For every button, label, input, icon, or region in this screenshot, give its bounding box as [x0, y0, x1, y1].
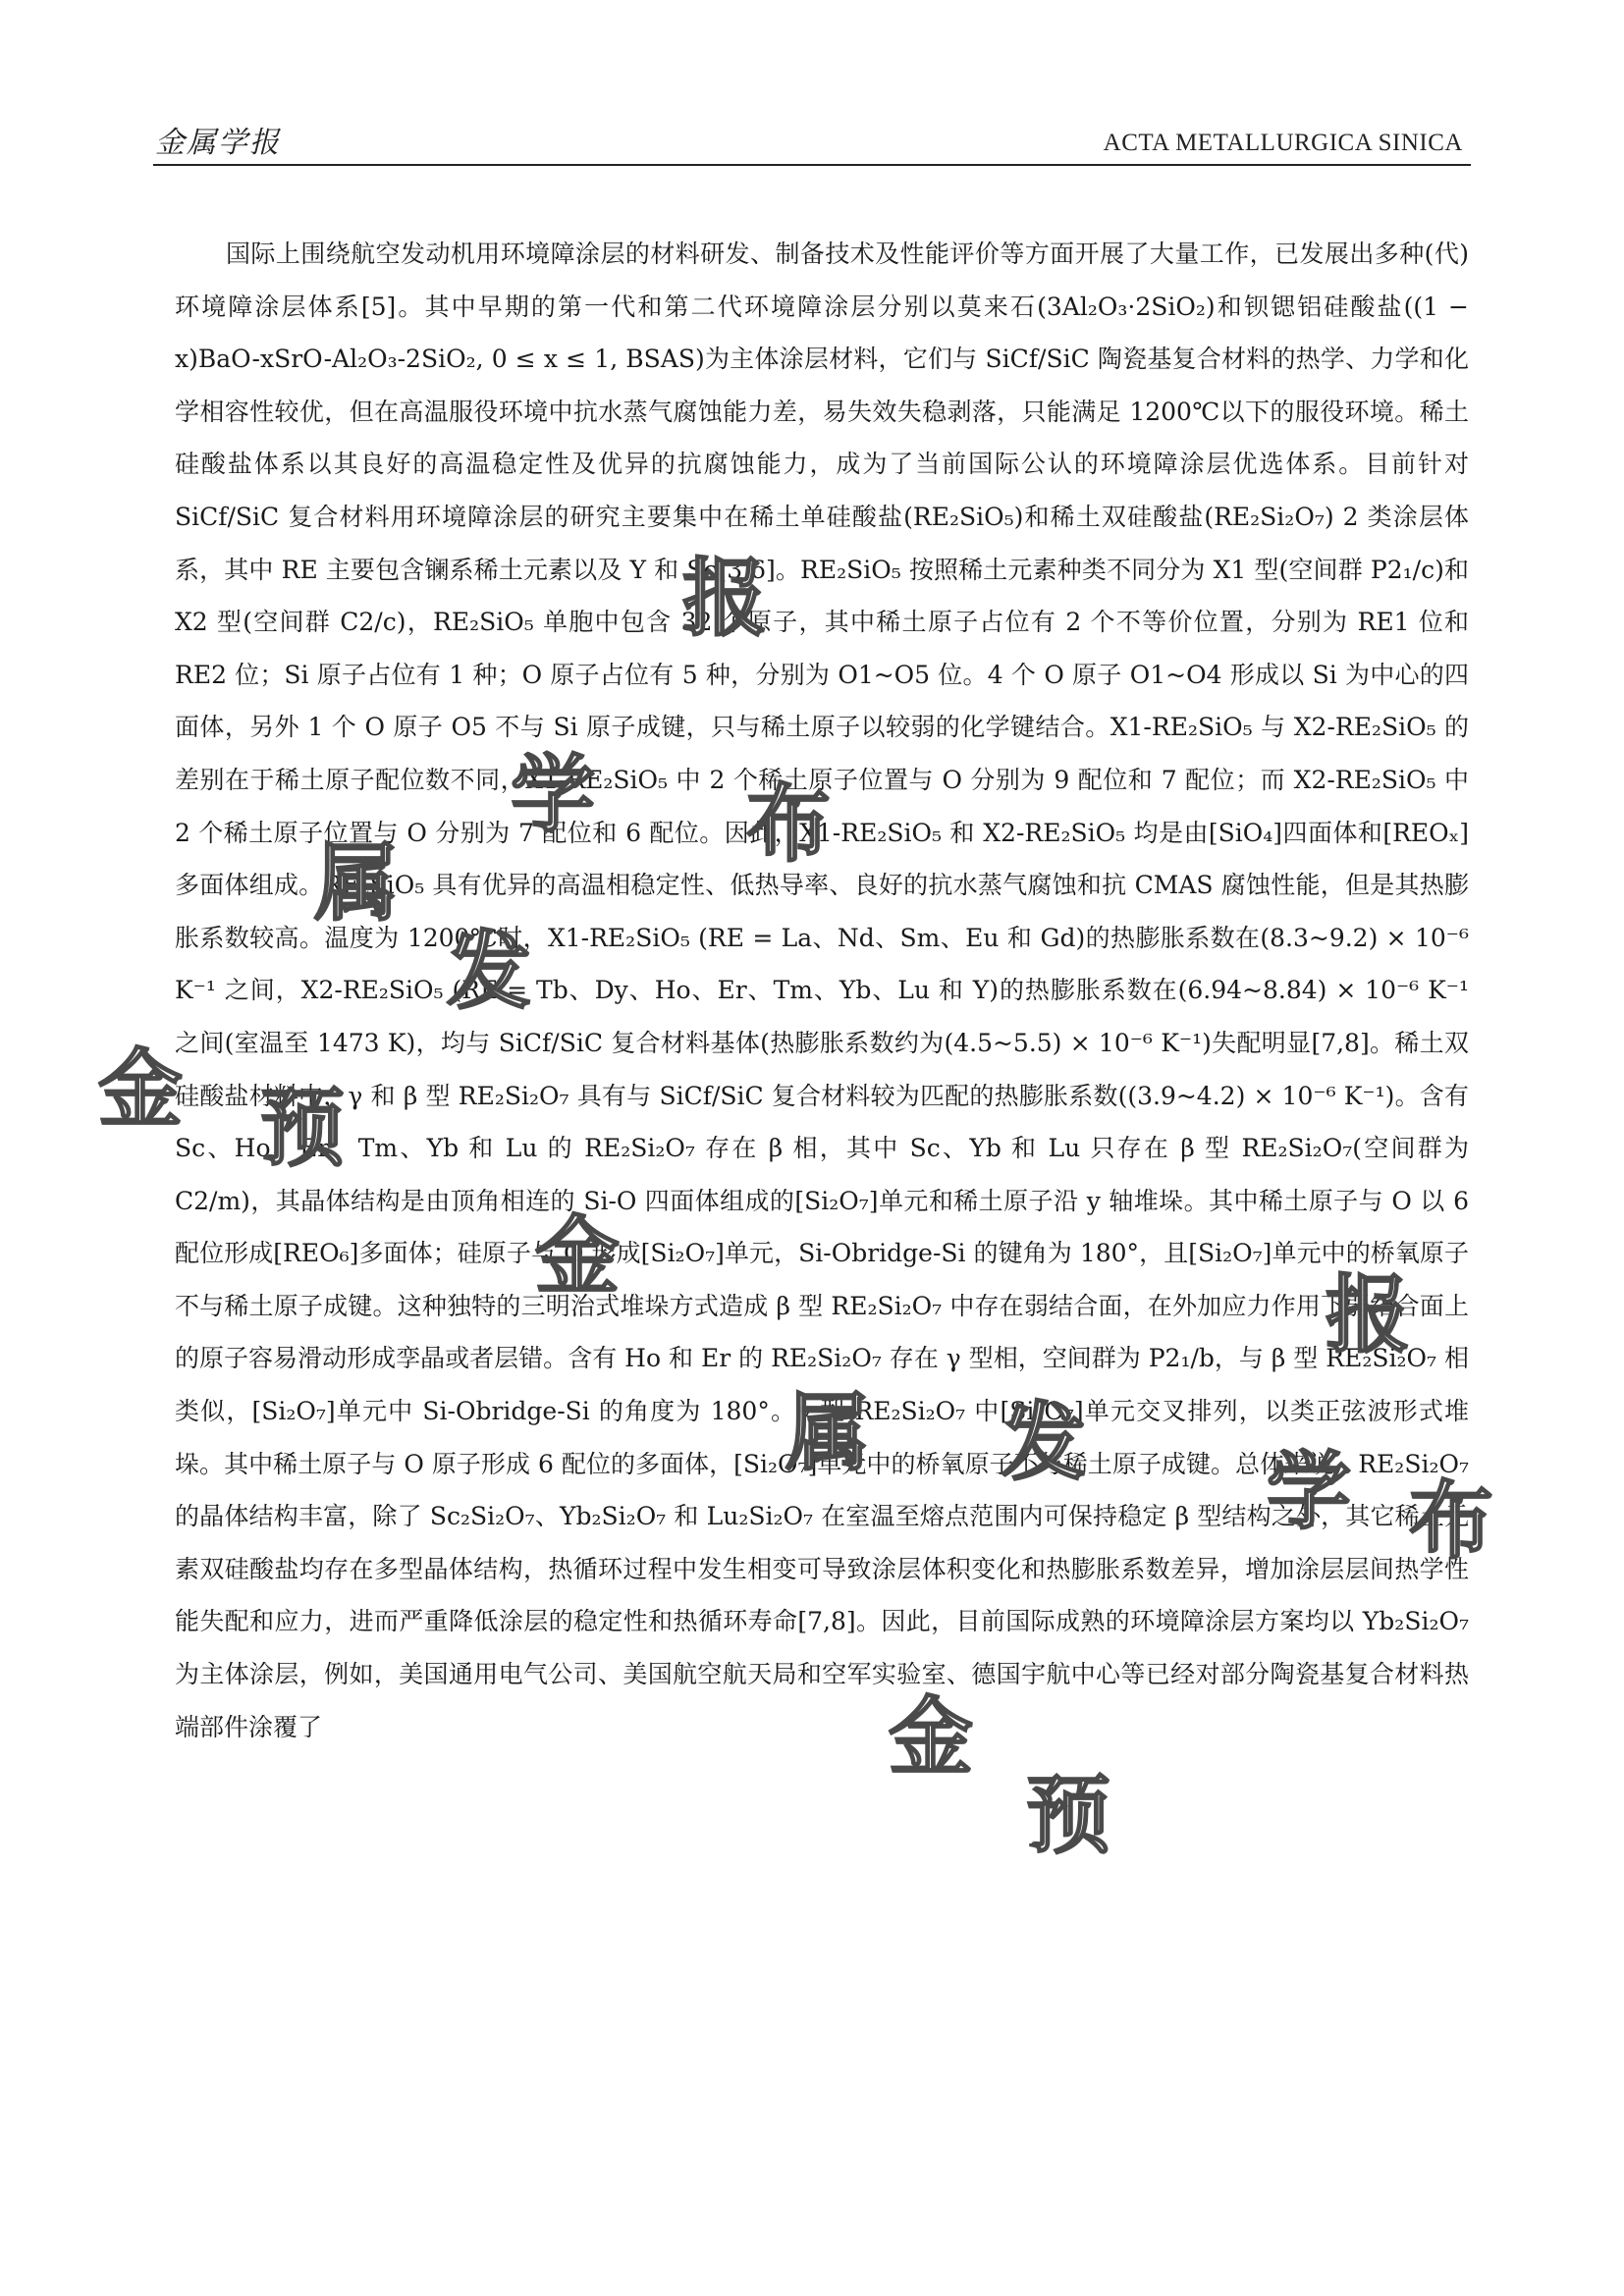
watermark-char: 发 — [447, 922, 531, 1021]
watermark-char: 发 — [1001, 1393, 1086, 1492]
article-body — [175, 228, 1469, 1753]
header-divider — [153, 164, 1471, 166]
watermark-char: 学 — [511, 745, 595, 844]
watermark-char: 金 — [889, 1687, 973, 1787]
watermark-char: 预 — [1026, 1766, 1110, 1865]
body-paragraph: 国际上围绕航空发动机用环境障涂层的材料研发、制备技术及性能评价等方面开展了大量工作，已发展出多种(代)环境障涂层体系[5]。其中早期的第一代和第二代环境障涂层分别以莫来石(3Al₂O₃·2SiO₂)和钡锶铝硅酸盐((1 − x)BaO-xSrO-Al₂O₃-2SiO₂, 0 ≤ x ≤ 1, BSAS)为主体涂层材料，它们与 SiCf/SiC 陶瓷基复合材料的热学、力学和化学相容性较优，但在高温服役环境中抗水蒸气腐蚀能力差，易失效失稳剥落，只能满足 1200℃以下的服役环境。稀土硅酸盐体系以其良好的高温稳定性及优异的抗腐蚀能力，成为了当前国际公认的环境障涂层优选体系。目前针对 SiCf/SiC 复合材料用环境障涂层的研究主要集中在稀土单硅酸盐(RE₂SiO₅)和稀土双硅酸盐(RE₂Si₂O₇) 2 类涂层体系，其中 RE 主要包含镧系稀土元素以及 Y 和 Sc[3,6]。RE₂SiO₅ 按照稀土元素种类不同分为 X1 型(空间群 P2₁/c)和 X2 型(空间群 C2/c)，RE₂SiO₅ 单胞中包含 32 个原子，其中稀土原子占位有 2 个不等价位置，分别为 RE1 位和 RE2 位；Si 原子占位有 1 种；O 原子占位有 5 种，分别为 O1~O5 位。4 个 O 原子 O1~O4 形成以 Si 为中心的四面体，另外 1 个 O 原子 O5 不与 Si 原子成键，只与稀土原子以较弱的化学键结合。X1-RE₂SiO₅ 与 X2-RE₂SiO₅ 的差别在于稀土原子配位数不同，X1-RE₂SiO₅ 中 2 个稀土原子位置与 O 分别为 9 配位和 7 配位；而 X2-RE₂SiO₅ 中 2 个稀土原子位置与 O 分别为 7 配位和 6 配位。因此，X1-RE₂SiO₅ 和 X2-RE₂SiO₅ 均是由[SiO₄]四面体和[REOₓ]多面体组成。RE₂SiO₅ 具有优异的高温相稳定性、低热导率、良好的抗水蒸气腐蚀和抗 CMAS 腐蚀性能，但是其热膨胀系数较高。温度为 1200℃时，X1-RE₂SiO₅ (RE = La、Nd、Sm、Eu 和 Gd)的热膨胀系数在(8.3~9.2) × 10⁻⁶ K⁻¹ 之间，X2-RE₂SiO₅ (RE = Tb、Dy、Ho、Er、Tm、Yb、Lu 和 Y)的热膨胀系数在(6.94~8.84) × 10⁻⁶ K⁻¹ 之间(室温至 1473 K)，均与 SiCf/SiC 复合材料基体(热膨胀系数约为(4.5~5.5) × 10⁻⁶ K⁻¹)失配明显[7,8]。稀土双硅酸盐材料中，γ 和 β 型 RE₂Si₂O₇ 具有与 SiCf/SiC 复合材料较为匹配的热膨胀系数((3.9~4.2) × 10⁻⁶ K⁻¹)。含有 Sc、Ho、Er、Tm、Yb 和 Lu 的 RE₂Si₂O₇ 存在 β 相，其中 Sc、Yb 和 Lu 只存在 β 型 RE₂Si₂O₇(空间群为 C2/m)，其晶体结构是由顶角相连的 Si-O 四面体组成的[Si₂O₇]单元和稀土原子沿 y 轴堆垛。其中稀土原子与 O 以 6 配位形成[REO₆]多面体；硅原子与 O 形成[Si₂O₇]单元，Si-Obridge-Si 的键角为 180°，且[Si₂O₇]单元中的桥氧原子不与稀土原子成键。这种独特的三明治式堆垛方式造成 β 型 RE₂Si₂O₇ 中存在弱结合面，在外加应力作用下弱结合面上的原子容易滑动形成孪晶或者层错。含有 Ho 和 Er 的 RE₂Si₂O₇ 存在 γ 型相，空间群为 P2₁/b，与 β 型 RE₂Si₂O₇ 相类似，[Si₂O₇]单元中 Si-Obridge-Si 的角度为 180°。γ 型 RE₂Si₂O₇ 中[Si₂O₇]单元交叉排列，以类正弦波形式堆垛。其中稀土原子与 O 原子形成 6 配位的多面体，[Si₂O₇]单元中的桥氧原子不与稀土原子成键。总体来说，RE₂Si₂O₇ 的晶体结构丰富，除了 Sc₂Si₂O₇、Yb₂Si₂O₇ 和 Lu₂Si₂O₇ 在室温至熔点范围内可保持稳定 β 型结构之外，其它稀土元素双硅酸盐均存在多型晶体结构，热循环过程中发生相变可导致涂层体积变化和热膨胀系数差异，增加涂层层间热学性能失配和应力，进而严重降低涂层的稳定性和热循环寿命[7,8]。因此，目前国际成熟的环境障涂层方案均以 Yb₂Si₂O₇ 为主体涂层，例如，美国通用电气公司、美国航空航天局和空军实验室、德国宇航中心等已经对部分陶瓷基复合材料热端部件涂覆了 — [175, 240, 1469, 1741]
watermark-char: 属 — [314, 833, 399, 933]
watermark-char: 金 — [535, 1206, 620, 1306]
watermark-char: 报 — [682, 549, 767, 648]
watermark-char: 金 — [98, 1040, 183, 1139]
journal-title-en: ACTA METALLURGICA SINICA — [1103, 130, 1463, 156]
watermark-char: 布 — [1409, 1471, 1493, 1571]
watermark-char: 学 — [1267, 1442, 1351, 1541]
watermark-char: 布 — [746, 774, 831, 874]
watermark-char: 预 — [260, 1079, 345, 1178]
watermark-char: 报 — [1326, 1265, 1410, 1364]
watermark-char: 属 — [785, 1383, 870, 1482]
journal-logo-cn: 金属学报 — [155, 126, 281, 160]
